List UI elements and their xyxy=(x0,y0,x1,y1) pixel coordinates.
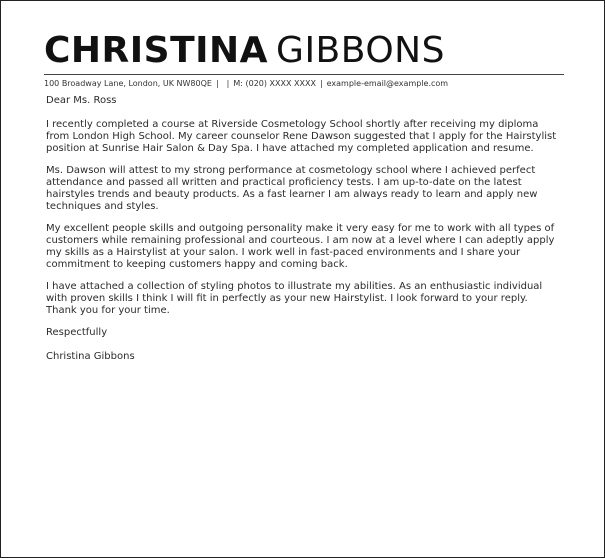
contact-line xyxy=(44,74,564,89)
greeting: Dear Ms. Ross xyxy=(46,95,117,106)
paragraph: I have attached a collection of styling photos to illustrate my abilities. As an enthusiastic individual with proven skills I think I will fit in perfectly as your new Hairstylist. I look forward to your reply. Thank you for your time. xyxy=(46,281,543,316)
closing: Respectfully xyxy=(46,327,108,338)
paragraph: I recently completed a course at Riverside Cosmetology School shortly after receiving my diploma from London High School. My career counselor Rene Dawson suggested that I apply for the Hairstylist position at Sunrise Hair Salon & Day Spa. I have attached my completed application and resume. xyxy=(46,119,557,154)
separator: | xyxy=(215,79,219,88)
separator: | xyxy=(319,79,323,88)
paragraph: Ms. Dawson will attest to my strong performance at cosmetology school where I achieved perfect attendance and passed all written and practical proficiency tests. I am up-to-date on the latest hairstyles trends and beauty products. As a fast learner I am always ready to learn and apply new techniques and styles. xyxy=(46,165,538,212)
signature: Christina Gibbons xyxy=(46,351,135,362)
letterhead xyxy=(44,31,564,89)
applicant-name xyxy=(44,31,564,71)
separator: | xyxy=(226,79,230,88)
letter-body xyxy=(46,95,561,373)
last-name: GIBBONS xyxy=(276,30,445,71)
first-name: CHRISTINA xyxy=(44,30,269,71)
address: 100 Broadway Lane, London, UK NW80QE xyxy=(44,79,212,88)
paragraph: My excellent people skills and outgoing personality make it very easy for me to work with all types of customers while remaining professional and courteous. I am now at a level where I can adeptly apply my skills as a Hairstylist at your salon. I work well in fast-paced environments and I share your commitment to keeping customers happy and coming back. xyxy=(46,223,555,270)
email: example-email@example.com xyxy=(326,79,449,88)
phone: M: (020) XXXX XXXX xyxy=(233,79,316,88)
